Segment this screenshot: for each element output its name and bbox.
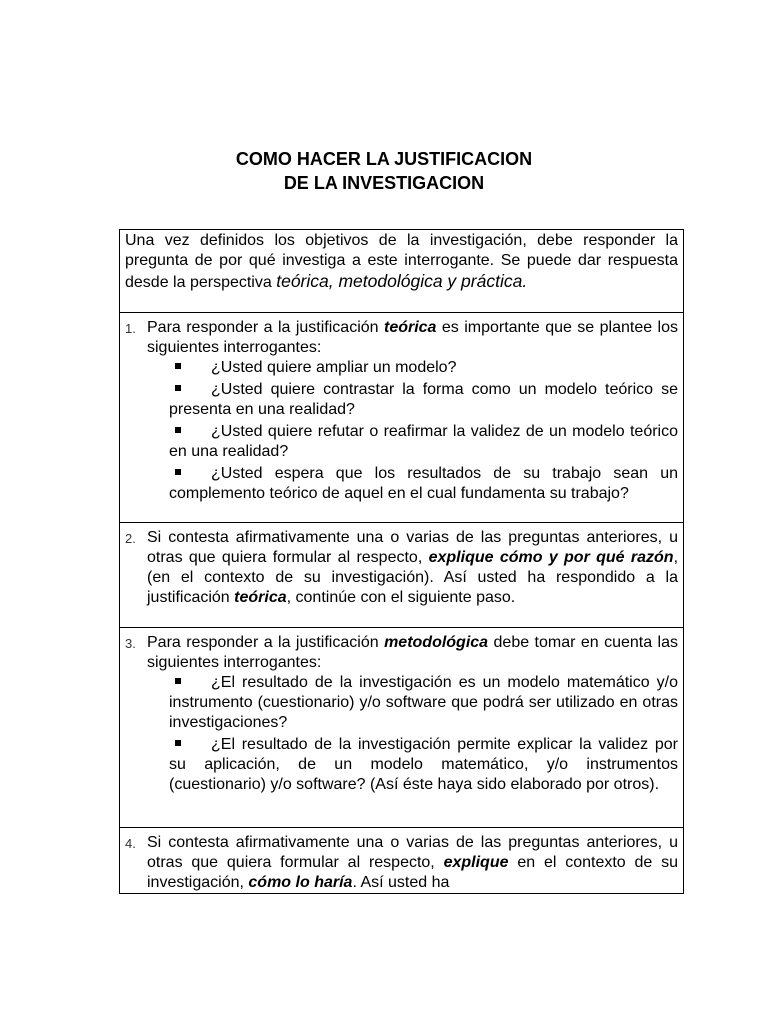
item-1-cell: [120, 312, 683, 511]
item-2-pre: Si contesta afirmativamente una o varias de las preguntas anteriores, u otras que quiera formular al respecto,: [147, 529, 678, 566]
item-4-post: . Así usted ha: [352, 874, 450, 891]
square-bullet-icon: [175, 678, 181, 684]
square-bullet-icon: [175, 427, 181, 433]
title-line-1: COMO HACER LA JUSTIFICACION: [235, 149, 533, 169]
item-2-cell: [120, 522, 683, 628]
item-2-post: , continúe con el siguiente paso.: [286, 589, 516, 606]
item-4-mid: en el contexto de su investigación,: [147, 854, 679, 891]
item-3-post: debe tomar en cuenta las siguientes interrogantes:: [147, 634, 679, 671]
item-3-bullets: [125, 673, 678, 795]
item-2-mid: , (en el contexto de su investigación). Así usted ha respondido a la justificación: [147, 549, 679, 606]
title-line-2: DE LA INVESTIGACION: [283, 173, 485, 193]
item-1-number: 1.: [125, 321, 136, 336]
list-item: ¿El resultado de la investigación permite explicar la validez por su aplicación, de un modelo matemático, y/o instrumentos (cuestionario) y/o software? (Así éste haya sido elaborado por otros).: [169, 736, 678, 793]
item-3-number: 3.: [125, 636, 136, 651]
item-1-bullets: [125, 358, 678, 504]
square-bullet-icon: [175, 363, 181, 369]
item-3-cell: [120, 627, 683, 827]
square-bullet-icon: [175, 740, 181, 746]
item-2-key2: teórica: [234, 589, 287, 606]
intro-text: Una vez definidos los objetivos de la investigación, debe responder la pregunta de por qué investiga a este interrogante. Se puede dar respuesta desde la perspectiva: [125, 232, 678, 291]
item-1-post: es importante que se plantee los siguientes interrogantes:: [147, 319, 678, 356]
item-3-pre: Para responder a la justificación: [147, 634, 379, 651]
item-4-number: 4.: [125, 836, 136, 851]
document-title: [0, 147, 768, 195]
intro-emphasis: teórica, metodológica y práctica.: [276, 271, 528, 291]
item-1-pre: Para responder a la justificación: [147, 319, 379, 336]
list-item: ¿Usted quiere ampliar un modelo?: [125, 358, 678, 378]
item-4-pre: Si contesta afirmativamente una o varias de las preguntas anteriores, u otras que quiera formular al respecto,: [147, 834, 678, 871]
item-2-number: 2.: [125, 531, 136, 546]
item-2-key: explique cómo y por qué razón: [428, 549, 674, 566]
intro-cell: [120, 230, 683, 312]
list-item: ¿Usted espera que los resultados de su trabajo sean un complemento teórico de aquel en el cual fundamenta su trabajo?: [169, 465, 678, 502]
list-item: ¿Usted quiere refutar o reafirmar la validez de un modelo teórico en una realidad?: [169, 423, 678, 460]
square-bullet-icon: [175, 469, 181, 475]
item-1-key: teórica: [383, 319, 437, 336]
item-4-cell: [120, 827, 683, 895]
item-3-key: metodológica: [384, 634, 489, 651]
item-4-key2: cómo lo haría: [248, 874, 353, 891]
item-4-key: explique: [443, 854, 509, 871]
list-item: ¿El resultado de la investigación es un modelo matemático y/o instrumento (cuestionario) y/o software que podrá ser utilizado en otras investigaciones?: [169, 674, 678, 731]
list-item: ¿Usted quiere contrastar la forma como un modelo teórico se presenta en una realidad?: [169, 381, 678, 418]
square-bullet-icon: [175, 385, 181, 391]
content-table: [119, 229, 684, 894]
